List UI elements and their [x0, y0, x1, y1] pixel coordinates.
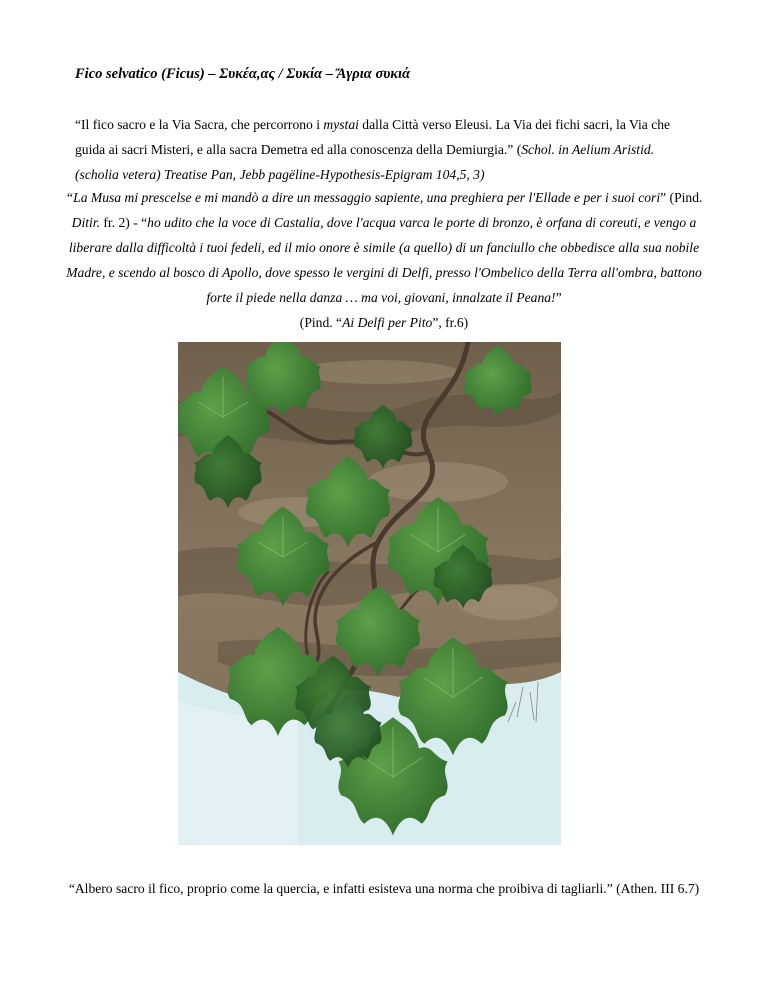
quote-close-2: ” [555, 290, 562, 305]
document-title: Fico selvatico (Ficus) – Συκέα,ας / Συκία – Ἄγρια συκιά [75, 66, 411, 82]
paragraph-scholia [75, 112, 700, 187]
fig-photo-illustration [178, 342, 561, 845]
quote-part-2: ho udito che la voce di Castalia, dove l'acqua varca le porte di bronzo, è orfana di coreuti, e vengo a liberare dalla difficoltà i tuoi fedeli, ed il mio onore è simile (a quello) di un fanciullo che obbedisce alla sua nobile Madre, e scendo al bosco di Apollo, dove spesso le vergini di Delfi, presso l'Ombelico della Terra all'ombra, battono forte il piede nella danza … ma voi, giovani, innalzate il Peana! [66, 215, 702, 305]
paragraph-text: “Il fico sacro e la Via Sacra, che percorrono i [75, 117, 324, 132]
quote-source-1: Ditir. [71, 215, 100, 230]
quote-source-2c: ”, fr.6) [432, 315, 469, 330]
quote-close-1: ” (Pind. [660, 190, 703, 205]
paragraph-citation: Schol. in Aelium Aristid. (scholia vetera) Treatise Pan, Jebb pagëline-Hypothesis-Epigram 104,5, 3) [75, 142, 655, 182]
quote-source-2a: (Pind. “ [299, 315, 343, 330]
quote-source-1-rest: fr. 2) - “ [99, 215, 148, 230]
pindar-quote [60, 185, 708, 335]
quote-part-1: “La Musa mi prescelse e mi mandò a dire un messaggio sapiente, una preghiera per l'Ellade e per i suoi cori [65, 190, 661, 205]
fig-leaves-photo [178, 342, 561, 845]
quote-source-2-title: Ai Delfi per Pito [342, 315, 433, 330]
paragraph-text-cont: dalla Città verso Eleusi. La Via dei fichi sacri, la Via che guida ai sacri Misteri, e alla sacra Demetra ed alla conoscenza della Demiurgia.” ( [75, 117, 671, 157]
paragraph-term: mystai [323, 117, 359, 132]
photo-caption: “Albero sacro il fico, proprio come la quercia, e infatti esisteva una norma che proibiva di tagliarli.” (Athen. III 6.7) [68, 881, 700, 896]
